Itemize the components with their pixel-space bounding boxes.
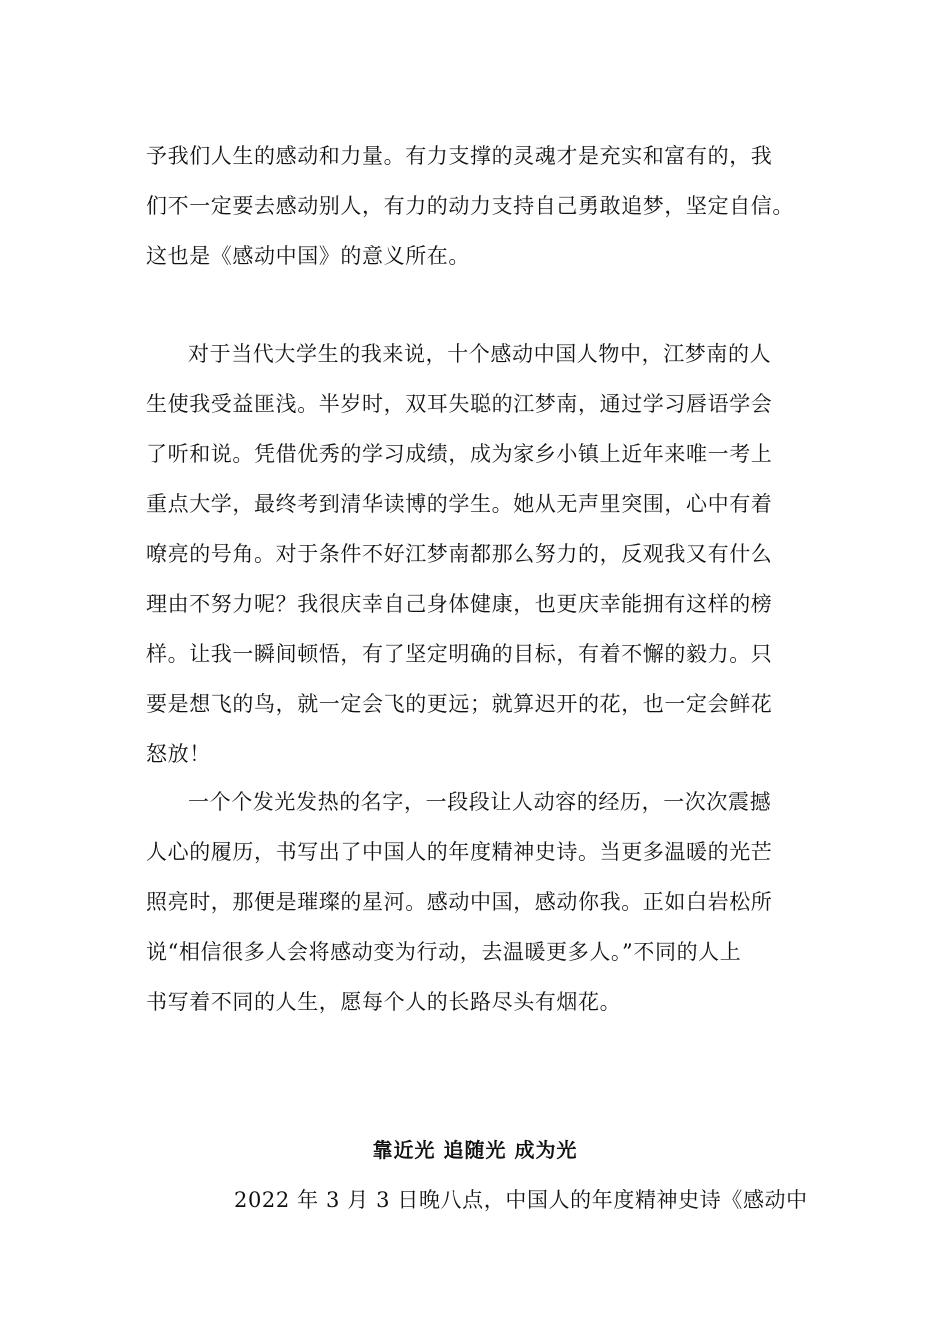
paragraph-line: 们不一定要去感动别人，有力的动力支持自己勇敢追梦，坚定自信。 bbox=[146, 194, 794, 218]
paragraph-line: 生使我受益匪浅。半岁时，双耳失聪的江梦南，通过学习唇语学会 bbox=[146, 392, 773, 416]
paragraph-line: 说“相信很多人会将感动变为行动，去温暖更多人。”不同的人上 bbox=[146, 940, 742, 964]
paragraph-line: 对于当代大学生的我来说，十个感动中国人物中，江梦南的人 bbox=[188, 342, 772, 366]
paragraph-line: 一个个发光发热的名字，一段段让人动容的经历，一次次震撼 bbox=[188, 790, 772, 814]
paragraph-line: 样。让我一瞬间顿悟，有了坚定明确的目标，有着不懈的毅力。只 bbox=[146, 642, 773, 666]
paragraph-line: 人心的履历，书写出了中国人的年度精神史诗。当更多温暖的光芒 bbox=[146, 840, 773, 864]
section-title: 靠近光 追随光 成为光 bbox=[372, 1138, 578, 1162]
paragraph-line: 嘹亮的号角。对于条件不好江梦南都那么努力的，反观我又有什么 bbox=[146, 542, 773, 566]
paragraph-line: 书写着不同的人生，愿每个人的长路尽头有烟花。 bbox=[146, 990, 622, 1014]
paragraph-line: 重点大学，最终考到清华读博的学生。她从无声里突围，心中有着 bbox=[146, 492, 773, 516]
paragraph-line: 2022 年 3 月 3 日晚八点，中国人的年度精神史诗《感动中 bbox=[234, 1188, 808, 1212]
paragraph-line: 这也是《感动中国》的意义所在。 bbox=[146, 244, 470, 268]
paragraph-line: 予我们人生的感动和力量。有力支撑的灵魂才是充实和富有的，我 bbox=[146, 144, 773, 168]
paragraph-line: 了听和说。凭借优秀的学习成绩，成为家乡小镇上近年来唯一考上 bbox=[146, 442, 773, 466]
paragraph-line: 照亮时，那便是璀璨的星河。感动中国，感动你我。正如白岩松所 bbox=[146, 890, 773, 914]
paragraph-line: 怒放！ bbox=[146, 742, 211, 766]
paragraph-line: 理由不努力呢？我很庆幸自己身体健康，也更庆幸能拥有这样的榜 bbox=[146, 592, 773, 616]
paragraph-line: 要是想飞的鸟，就一定会飞的更远；就算迟开的花，也一定会鲜花 bbox=[146, 692, 773, 716]
